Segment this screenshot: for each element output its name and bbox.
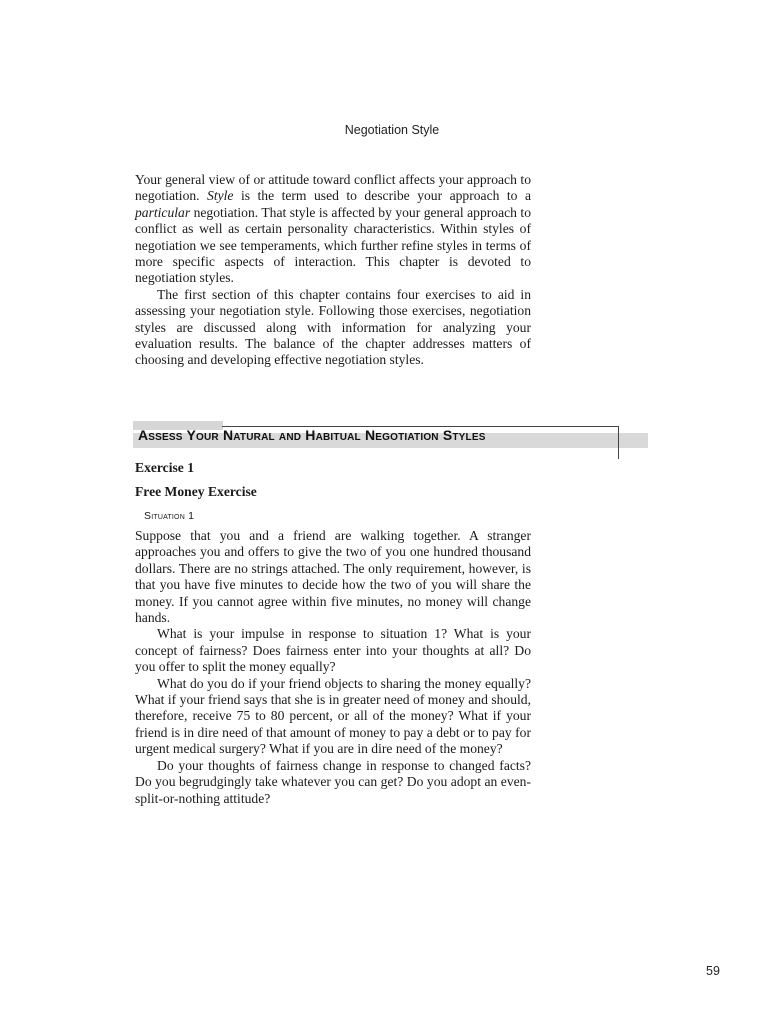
situation-section bbox=[135, 528, 531, 807]
intro-p1-term-particular: particular bbox=[135, 204, 191, 220]
exercise-label: Exercise 1 bbox=[135, 460, 195, 475]
intro-p1-term-style: Style bbox=[207, 188, 234, 204]
situation-paragraph: What is your impulse in response to situation 1? What is your concept of fairness? Does fairness enter into your thoughts at all? Do you offer to split the money equally? bbox=[135, 626, 531, 675]
situation-label: Situation 1 bbox=[144, 510, 195, 522]
intro-paragraph-2: The first section of this chapter contains four exercises to aid in assessing your negotiation style. Following those exercises, negotiation styles are discussed along with information for analyzing your evaluation results. The balance of the chapter addresses matters of choosing and developing effective negotiation styles. bbox=[135, 286, 531, 368]
situation-paragraph: Suppose that you and a friend are walking together. A stranger approaches you and offers to give the two of you one hundred thousand dollars. There are no strings attached. The only requirement, however, is that you have five minutes to decide how the two of you will share the money. If you cannot agree within five minutes, no money will change hands. bbox=[135, 528, 531, 626]
intro-section bbox=[135, 172, 531, 369]
intro-paragraph-1 bbox=[135, 172, 531, 287]
situation-paragraph: Do your thoughts of fairness change in response to changed facts? Do you begrudgingly take whatever you can get? Do you adopt an even-split-or-nothing attitude? bbox=[135, 757, 531, 806]
section-heading-bar bbox=[133, 421, 648, 459]
intro-p1-text-b: is the term used to describe your approach to a bbox=[233, 188, 531, 204]
running-head: Negotiation Style bbox=[344, 123, 440, 137]
situation-paragraph: What do you do if your friend objects to sharing the money equally? What if your friend says that she is in greater need of money and should, therefore, receive 75 to 80 percent, or all of the money? What if your friend is in dire need of that amount of money to pay a debt or to pay for urgent medical surgery? What if you are in dire need of the money? bbox=[135, 675, 531, 757]
section-title: Assess Your Natural and Habitual Negotiation Styles bbox=[138, 427, 486, 443]
heading-rule-right bbox=[618, 426, 619, 459]
exercise-title: Free Money Exercise bbox=[135, 484, 257, 499]
page-number: 59 bbox=[706, 964, 720, 978]
intro-p1-text-c: negotiation. That style is affected by your general approach to conflict as well as certain personality characteristics. Within styles of negotiation we see temperaments, which further refine styles in terms of more specific aspects of interaction. This chapter is devoted to negotiation styles. bbox=[135, 204, 531, 286]
intro-p1-text-a: Your general view of or attitude toward conflict affects your approach to negotiation. bbox=[135, 172, 531, 204]
